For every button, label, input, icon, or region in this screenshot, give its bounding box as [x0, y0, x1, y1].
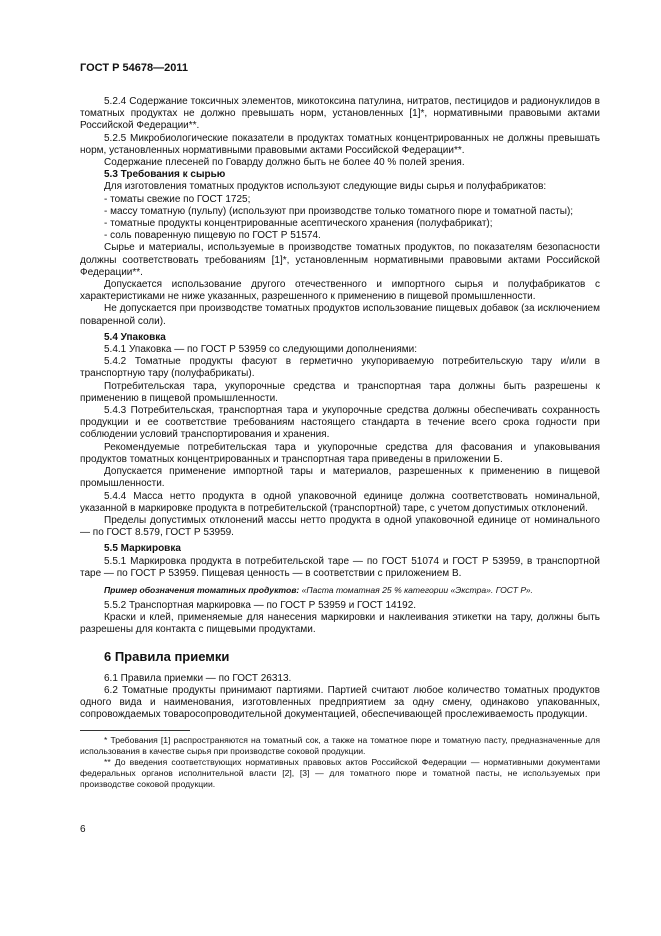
- paragraph-mass-tolerance: Пределы допустимых отклонений массы нетто продукта в одной упаковочной единице от номинального — по ГОСТ 8.579, ГОСТ Р 53959.: [80, 514, 600, 539]
- example-text: «Паста томатная 25 % категории «Экстра». ГОСТ Р».: [299, 584, 533, 595]
- paragraph-5-4-1: 5.4.1 Упаковка — по ГОСТ Р 53959 со следующими дополнениями:: [104, 344, 418, 356]
- section-heading-6: 6 Правила приемки: [104, 648, 230, 664]
- footnote-divider: [80, 730, 190, 731]
- paragraph-raw-alternatives: Допускается использование другого отечественного и импортного сырья и полуфабрикатов с характеристиками не ниже указанных, разрешенного к применению в пищевой промышленности.: [80, 279, 600, 303]
- paragraph-raw-materials-intro: Для изготовления томатных продуктов используют следующие виды сырья и полуфабрикатов:: [104, 181, 547, 193]
- paragraph-5-4-4: 5.4.4 Масса нетто продукта в одной упаковочной единице должна соответствовать номинальной, указанной в маркировке продукта в потребительской (транспортной) таре, с учетом допустимых отклонений.: [80, 490, 600, 514]
- paragraph-5-5-2: 5.5.2 Транспортная маркировка — по ГОСТ Р 53959 и ГОСТ 14192.: [104, 599, 417, 611]
- paragraph-consumer-packaging: Потребительская тара, укупорочные средства и транспортная тара должны быть разрешены к применению в пищевой промышленности.: [80, 380, 600, 404]
- paragraph-5-4-3: 5.4.3 Потребительская, транспортная тара и укупорочные средства должны обеспечивать сохранность продукции и ее соответствие требованиям настоящего стандарта в течение всего срока годности при соблюдении условий транспортирования и хранения.: [80, 405, 600, 441]
- document-header: ГОСТ Р 54678—2011: [80, 62, 188, 74]
- paragraph-5-2-4: 5.2.4 Содержание токсичных элементов, микотоксина патулина, нитратов, пестицидов и радионуклидов в томатных продуктах не должно превышать норм, установленных [1]*, нормативными правовыми актами Российской Федерации**.: [80, 96, 600, 132]
- page-body: [80, 96, 600, 790]
- section-heading-5-4: 5.4 Упаковка: [104, 331, 166, 343]
- paragraph-imported-packaging: Допускается применение импортной тары и материалов, разрешенных к применению в пищевой промышленности.: [80, 466, 600, 490]
- example-label: Пример обозначения томатных продуктов:: [104, 584, 300, 595]
- list-item: - томатные продукты концентрированные асептического хранения (полуфабрикат);: [104, 218, 493, 230]
- section-heading-5-3: 5.3 Требования к сырью: [104, 169, 226, 181]
- footnote: * Требования [1] распространяются на томатный сок, а также на томатное пюре и томатную пасту, предназначенные для использования в качестве сырья при производстве соковой продукции.: [80, 734, 600, 756]
- paragraph-recommended-packaging: Рекомендуемые потребительская тара и укупорочные средства для фасования и упаковывания продуктов томатных концентрированных и транспортная тара приведены в приложении Б.: [80, 441, 600, 465]
- list-item: - томаты свежие по ГОСТ 1725;: [104, 193, 251, 205]
- paragraph-mold-content: Содержание плесеней по Говарду должно быть не более 40 % полей зрения.: [104, 157, 465, 169]
- list-item: - соль поваренную пищевую по ГОСТ Р 51574.: [104, 230, 321, 242]
- paragraph-5-4-2: 5.4.2 Томатные продукты фасуют в герметично укупориваемую потребительскую тару и/или в транспортную тару (полуфабрикаты).: [80, 356, 600, 380]
- section-heading-5-5: 5.5 Маркировка: [104, 543, 181, 555]
- footnote: ** До введения соответствующих нормативных правовых актов Российской Федерации — нормативными документами федеральных органов исполнительной власти [2], [3] — для томатного пюре и томатной пасты, не используемых при производстве соковой продукции.: [80, 756, 600, 789]
- paragraph-no-additives: Не допускается при производстве томатных продуктов использование пищевых добавок (за исключением поваренной соли).: [80, 303, 600, 327]
- list-item: - массу томатную (пульпу) (используют при производстве только томатного пюре и томатной пасты);: [104, 205, 574, 217]
- page-number: 6: [80, 824, 86, 835]
- paragraph-6-1: 6.1 Правила приемки — по ГОСТ 26313.: [104, 672, 292, 684]
- paragraph-inks-glue: Краски и клей, применяемые для нанесения маркировки и наклеивания этикетки на тару, должны быть разрешены для контакта с пищевыми продуктами.: [80, 612, 600, 636]
- paragraph-raw-safety: Сырье и материалы, используемые в производстве томатных продуктов, по показателям безопасности должны соответствовать требованиям [1]*, установленным нормативными правовыми актами Российской Федерации**.: [80, 242, 600, 278]
- paragraph-5-2-5: 5.2.5 Микробиологические показатели в продуктах томатных концентрированных не должны превышать норм, установленных нормативными правовыми актами Российской Федерации**.: [80, 132, 600, 156]
- example-designation: [80, 585, 600, 596]
- paragraph-6-2: 6.2 Томатные продукты принимают партиями. Партией считают любое количество томатных продуктов одного вида и наименования, изготовленных предприятием за одну смену, одинаково упакованных, сопровождаемых товаросопроводительной документацией, обеспечивающей прослеживаемость продукции.: [80, 684, 600, 721]
- paragraph-5-5-1: 5.5.1 Маркировка продукта в потребительской таре — по ГОСТ 51074 и ГОСТ Р 53959, в транспортной таре — по ГОСТ Р 53959. Пищевая ценность — в соответствии с приложением В.: [80, 555, 600, 579]
